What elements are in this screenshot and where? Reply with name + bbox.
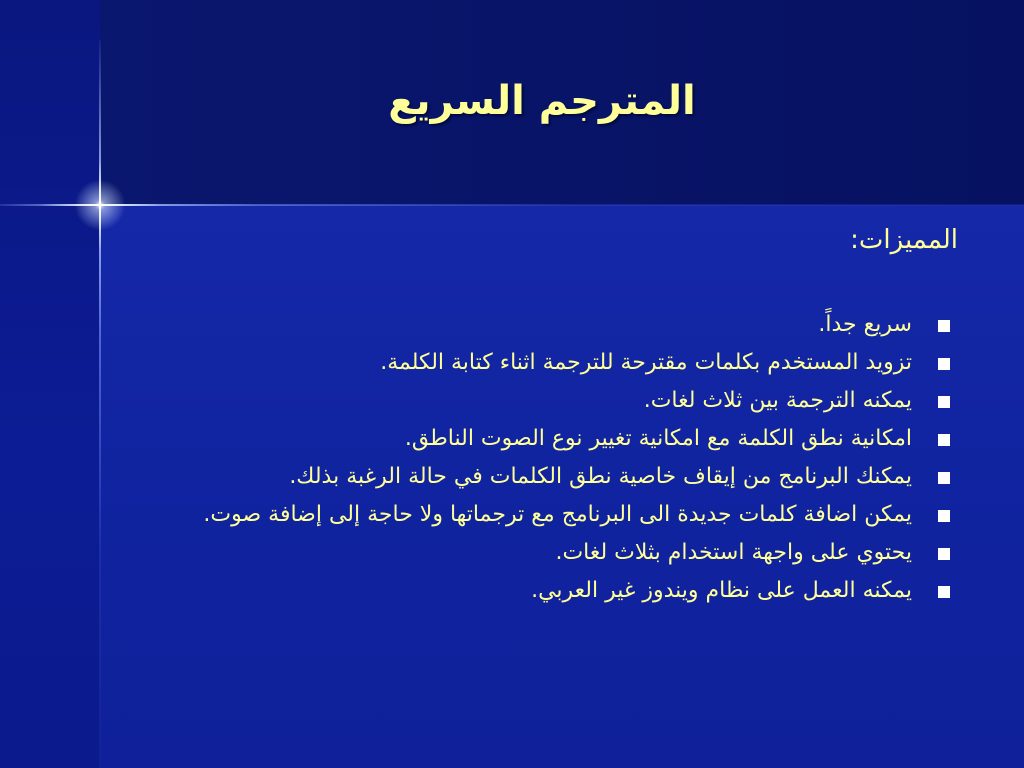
list-item xyxy=(150,348,958,378)
slide-title: المترجم السريع xyxy=(388,78,696,124)
list-item-text: يمكنه العمل على نظام ويندوز غير العربي. xyxy=(531,578,912,603)
list-item xyxy=(150,538,958,568)
slide-body xyxy=(150,222,958,614)
section-label: المميزات: xyxy=(850,225,958,255)
square-bullet-icon xyxy=(938,548,950,560)
list-item-text: سريع جداً. xyxy=(818,312,912,337)
list-item xyxy=(150,500,958,530)
list-item xyxy=(150,424,958,454)
list-item-text: يحتوي على واجهة استخدام بثلاث لغات. xyxy=(555,540,912,565)
sparkle-ray-vertical xyxy=(99,160,101,250)
square-bullet-icon xyxy=(938,434,950,446)
square-bullet-icon xyxy=(938,472,950,484)
left-band xyxy=(0,0,100,768)
list-item xyxy=(150,462,958,492)
list-item-text: يمكنه الترجمة بين ثلاث لغات. xyxy=(643,388,912,413)
list-item xyxy=(150,386,958,416)
feature-list xyxy=(150,310,958,606)
square-bullet-icon xyxy=(938,358,950,370)
list-item xyxy=(150,310,958,340)
list-item xyxy=(150,576,958,606)
square-bullet-icon xyxy=(938,320,950,332)
square-bullet-icon xyxy=(938,396,950,408)
list-item-text: تزويد المستخدم بكلمات مقترحة للترجمة اثناء كتابة الكلمة. xyxy=(380,350,912,375)
list-item-text: امكانية نطق الكلمة مع امكانية تغيير نوع الصوت الناطق. xyxy=(404,426,912,451)
square-bullet-icon xyxy=(938,586,950,598)
list-item-text: يمكنك البرنامج من إيقاف خاصية نطق الكلمات في حالة الرغبة بذلك. xyxy=(289,464,912,489)
vertical-divider xyxy=(99,40,101,768)
square-bullet-icon xyxy=(938,510,950,522)
list-item-text: يمكن اضافة كلمات جديدة الى البرنامج مع ترجماتها ولا حاجة إلى إضافة صوت. xyxy=(203,502,912,527)
